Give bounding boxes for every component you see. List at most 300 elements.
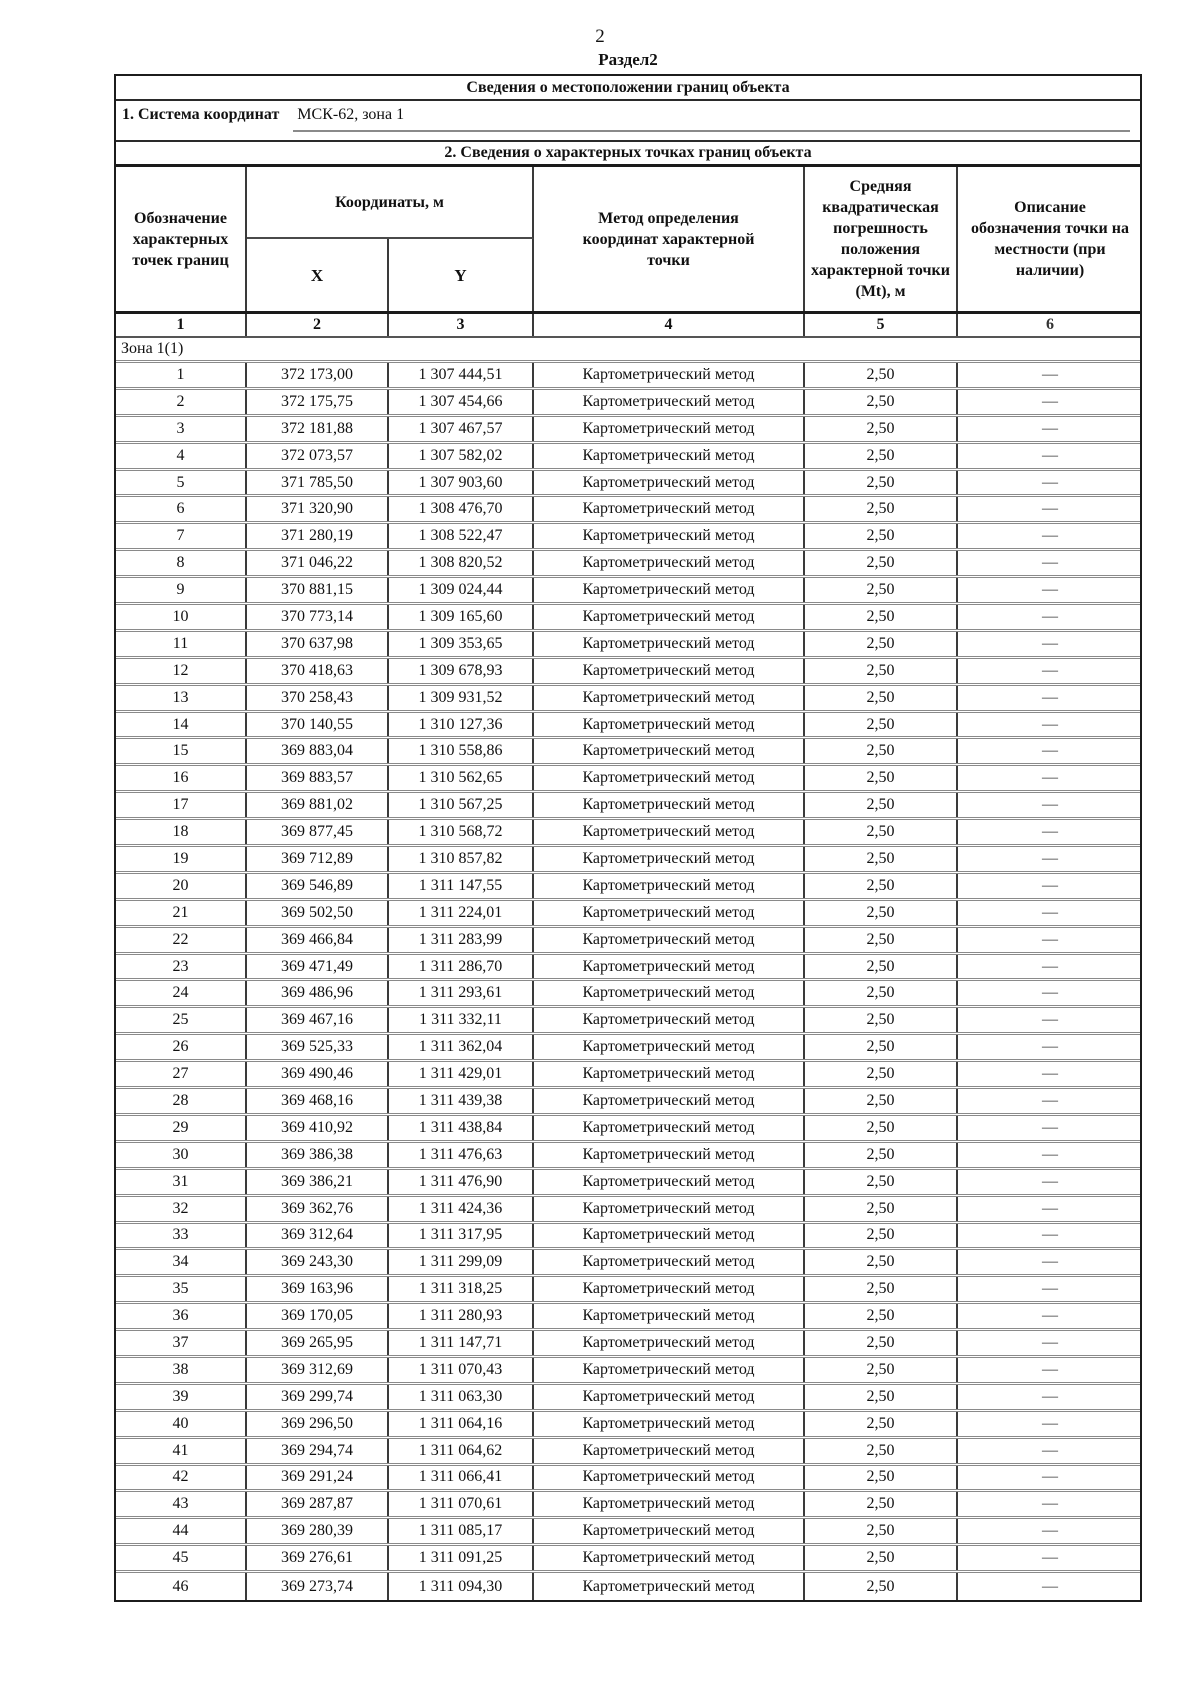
- cell-description: —: [1042, 957, 1058, 975]
- cell-point-number: 9: [116, 578, 247, 602]
- table-row: [116, 1116, 1140, 1143]
- cell-description: —: [1042, 769, 1058, 787]
- cell-mt-error: 2,50: [805, 793, 958, 817]
- cell-point-number: 5: [116, 471, 247, 495]
- cell-description: —: [1042, 903, 1058, 921]
- cell-y-coordinate: 1 307 467,57: [389, 417, 534, 441]
- table-row: [116, 955, 1140, 982]
- cell-description: —: [1042, 849, 1058, 867]
- cell-mt-error: 2,50: [805, 1116, 958, 1140]
- cell-method: Картометрический метод: [534, 739, 805, 763]
- cell-description: —: [1042, 500, 1058, 518]
- cell-method: Картометрический метод: [534, 417, 805, 441]
- cell-x-coordinate: 371 280,19: [247, 524, 389, 548]
- cell-y-coordinate: 1 311 476,63: [389, 1143, 534, 1167]
- table-row: [116, 1385, 1140, 1412]
- cell-point-number: 11: [116, 632, 247, 656]
- cell-description: —: [1042, 1038, 1058, 1056]
- cell-method: Картометрический метод: [534, 1035, 805, 1059]
- cell-mt-error: 2,50: [805, 1385, 958, 1409]
- cell-description: —: [1042, 446, 1058, 464]
- cell-x-coordinate: 370 140,55: [247, 713, 389, 737]
- cell-point-number: 24: [116, 981, 247, 1005]
- cell-y-coordinate: 1 311 293,61: [389, 981, 534, 1005]
- cell-y-coordinate: 1 310 857,82: [389, 847, 534, 871]
- table-row: [116, 659, 1140, 686]
- cell-y-coordinate: 1 309 678,93: [389, 659, 534, 683]
- cell-x-coordinate: 370 637,98: [247, 632, 389, 656]
- cell-x-coordinate: 369 170,05: [247, 1304, 389, 1328]
- cell-y-coordinate: 1 310 562,65: [389, 766, 534, 790]
- cell-y-coordinate: 1 311 147,55: [389, 874, 534, 898]
- cell-y-coordinate: 1 311 064,16: [389, 1412, 534, 1436]
- cell-description: —: [1042, 1360, 1058, 1378]
- cell-point-number: 46: [116, 1573, 247, 1600]
- table-row: [116, 1035, 1140, 1062]
- cell-description: —: [1042, 1549, 1058, 1567]
- cell-mt-error: 2,50: [805, 847, 958, 871]
- cell-mt-error: 2,50: [805, 981, 958, 1005]
- coordinate-system-underline: [293, 101, 1130, 132]
- cell-y-coordinate: 1 311 064,62: [389, 1439, 534, 1463]
- table-row: [116, 928, 1140, 955]
- cell-description: —: [1042, 1414, 1058, 1432]
- cell-y-coordinate: 1 311 299,09: [389, 1250, 534, 1274]
- cell-method: Картометрический метод: [534, 1412, 805, 1436]
- cell-method: Картометрический метод: [534, 444, 805, 468]
- cell-y-coordinate: 1 311 424,36: [389, 1197, 534, 1221]
- cell-x-coordinate: 369 265,95: [247, 1331, 389, 1355]
- cell-y-coordinate: 1 311 070,61: [389, 1492, 534, 1516]
- cell-y-coordinate: 1 311 280,93: [389, 1304, 534, 1328]
- cell-y-coordinate: 1 311 066,41: [389, 1466, 534, 1490]
- cell-method: Картометрический метод: [534, 659, 805, 683]
- cell-mt-error: 2,50: [805, 686, 958, 710]
- cell-method: Картометрический метод: [534, 686, 805, 710]
- cell-mt-error: 2,50: [805, 713, 958, 737]
- zone-row: [116, 338, 1140, 363]
- cell-mt-error: 2,50: [805, 417, 958, 441]
- cell-y-coordinate: 1 311 362,04: [389, 1035, 534, 1059]
- table-row: [116, 551, 1140, 578]
- cell-mt-error: 2,50: [805, 874, 958, 898]
- cell-point-number: 17: [116, 793, 247, 817]
- column-number-1: 1: [116, 314, 247, 336]
- cell-description: —: [1042, 473, 1058, 491]
- cell-x-coordinate: 369 294,74: [247, 1439, 389, 1463]
- header-mt: Средняя квадратическая погрешность положения характерной точки (Mt), м: [805, 167, 958, 311]
- cell-point-number: 22: [116, 928, 247, 952]
- column-number-4: 4: [534, 314, 805, 336]
- cell-y-coordinate: 1 308 476,70: [389, 497, 534, 521]
- cell-y-coordinate: 1 311 429,01: [389, 1062, 534, 1086]
- cell-y-coordinate: 1 311 286,70: [389, 955, 534, 979]
- cell-x-coordinate: 369 163,96: [247, 1277, 389, 1301]
- cell-description: —: [1042, 1307, 1058, 1325]
- table-row: [116, 1008, 1140, 1035]
- cell-point-number: 42: [116, 1466, 247, 1490]
- table-row: [116, 820, 1140, 847]
- cell-mt-error: 2,50: [805, 1062, 958, 1086]
- cell-y-coordinate: 1 311 094,30: [389, 1573, 534, 1600]
- cell-mt-error: 2,50: [805, 1546, 958, 1570]
- cell-x-coordinate: 369 712,89: [247, 847, 389, 871]
- cell-point-number: 25: [116, 1008, 247, 1032]
- header-y: Y: [389, 239, 534, 311]
- table-row: [116, 1170, 1140, 1197]
- cell-description: —: [1042, 1118, 1058, 1136]
- cell-x-coordinate: 369 546,89: [247, 874, 389, 898]
- table-row: [116, 981, 1140, 1008]
- cell-method: Картометрический метод: [534, 632, 805, 656]
- table-row: [116, 632, 1140, 659]
- cell-method: Картометрический метод: [534, 847, 805, 871]
- cell-y-coordinate: 1 311 476,90: [389, 1170, 534, 1194]
- cell-description: —: [1042, 1577, 1058, 1595]
- cell-method: Картометрический метод: [534, 1439, 805, 1463]
- cell-description: —: [1042, 715, 1058, 733]
- table-row: [116, 1250, 1140, 1277]
- cell-description: —: [1042, 1387, 1058, 1405]
- cell-point-number: 21: [116, 901, 247, 925]
- table-row: [116, 1089, 1140, 1116]
- table-row: [116, 363, 1140, 390]
- cell-point-number: 35: [116, 1277, 247, 1301]
- cell-point-number: 6: [116, 497, 247, 521]
- cell-x-coordinate: 369 276,61: [247, 1546, 389, 1570]
- table-row: [116, 524, 1140, 551]
- table-row: [116, 1466, 1140, 1493]
- column-numbers-row: [116, 314, 1140, 338]
- boundary-points-table: [114, 74, 1142, 1602]
- cell-x-coordinate: 369 525,33: [247, 1035, 389, 1059]
- cell-mt-error: 2,50: [805, 766, 958, 790]
- cell-y-coordinate: 1 311 283,99: [389, 928, 534, 952]
- cell-x-coordinate: 369 362,76: [247, 1197, 389, 1221]
- table-row: [116, 605, 1140, 632]
- cell-mt-error: 2,50: [805, 1008, 958, 1032]
- table-row: [116, 444, 1140, 471]
- cell-mt-error: 2,50: [805, 659, 958, 683]
- cell-y-coordinate: 1 311 224,01: [389, 901, 534, 925]
- cell-mt-error: 2,50: [805, 1439, 958, 1463]
- cell-point-number: 20: [116, 874, 247, 898]
- cell-mt-error: 2,50: [805, 605, 958, 629]
- cell-x-coordinate: 370 418,63: [247, 659, 389, 683]
- cell-y-coordinate: 1 310 568,72: [389, 820, 534, 844]
- cell-point-number: 16: [116, 766, 247, 790]
- cell-mt-error: 2,50: [805, 1358, 958, 1382]
- column-number-5: 5: [805, 314, 958, 336]
- table-row: [116, 471, 1140, 498]
- cell-x-coordinate: 369 287,87: [247, 1492, 389, 1516]
- cell-description: —: [1042, 876, 1058, 894]
- table-row: [116, 874, 1140, 901]
- table-row: [116, 901, 1140, 928]
- cell-y-coordinate: 1 311 438,84: [389, 1116, 534, 1140]
- cell-mt-error: 2,50: [805, 1412, 958, 1436]
- cell-x-coordinate: 369 471,49: [247, 955, 389, 979]
- cell-y-coordinate: 1 310 127,36: [389, 713, 534, 737]
- cell-x-coordinate: 369 386,38: [247, 1143, 389, 1167]
- table-row: [116, 1197, 1140, 1224]
- table-row: [116, 1062, 1140, 1089]
- cell-mt-error: 2,50: [805, 1492, 958, 1516]
- cell-mt-error: 2,50: [805, 1331, 958, 1355]
- cell-y-coordinate: 1 310 558,86: [389, 739, 534, 763]
- cell-x-coordinate: 369 502,50: [247, 901, 389, 925]
- table-row: [116, 1439, 1140, 1466]
- cell-mt-error: 2,50: [805, 444, 958, 468]
- table-header: [116, 167, 1140, 314]
- cell-method: Картометрический метод: [534, 1197, 805, 1221]
- table-subtitle: 2. Сведения о характерных точках границ объекта: [116, 142, 1140, 167]
- table-row: [116, 578, 1140, 605]
- cell-y-coordinate: 1 309 353,65: [389, 632, 534, 656]
- cell-x-coordinate: 369 883,04: [247, 739, 389, 763]
- cell-method: Картометрический метод: [534, 1573, 805, 1600]
- cell-point-number: 32: [116, 1197, 247, 1221]
- cell-description: —: [1042, 1441, 1058, 1459]
- cell-x-coordinate: 369 291,24: [247, 1466, 389, 1490]
- cell-description: —: [1042, 1280, 1058, 1298]
- cell-point-number: 41: [116, 1439, 247, 1463]
- cell-description: —: [1042, 1334, 1058, 1351]
- header-x: X: [247, 239, 389, 311]
- cell-mt-error: 2,50: [805, 1089, 958, 1113]
- cell-point-number: 1: [116, 363, 247, 387]
- column-number-2: 2: [247, 314, 389, 336]
- table-row: [116, 1546, 1140, 1573]
- cell-x-coordinate: 369 280,39: [247, 1519, 389, 1543]
- cell-method: Картометрический метод: [534, 1331, 805, 1355]
- cell-point-number: 26: [116, 1035, 247, 1059]
- cell-x-coordinate: 369 490,46: [247, 1062, 389, 1086]
- table-row: [116, 1358, 1140, 1385]
- cell-point-number: 37: [116, 1331, 247, 1355]
- cell-description: —: [1042, 392, 1058, 410]
- cell-description: —: [1042, 823, 1058, 841]
- cell-description: —: [1042, 527, 1058, 545]
- cell-method: Картометрический метод: [534, 1089, 805, 1113]
- cell-x-coordinate: 369 486,96: [247, 981, 389, 1005]
- cell-mt-error: 2,50: [805, 551, 958, 575]
- cell-point-number: 23: [116, 955, 247, 979]
- cell-x-coordinate: 369 299,74: [247, 1385, 389, 1409]
- table-row: [116, 1143, 1140, 1170]
- cell-x-coordinate: 369 466,84: [247, 928, 389, 952]
- cell-description: —: [1042, 984, 1058, 1002]
- cell-x-coordinate: 369 296,50: [247, 1412, 389, 1436]
- table-row: [116, 713, 1140, 740]
- cell-mt-error: 2,50: [805, 524, 958, 548]
- coordinate-system-value: МСК-62, зона 1: [297, 106, 405, 123]
- cell-mt-error: 2,50: [805, 820, 958, 844]
- column-number-6: 6: [1046, 316, 1054, 333]
- cell-method: Картометрический метод: [534, 1519, 805, 1543]
- cell-method: Картометрический метод: [534, 471, 805, 495]
- cell-mt-error: 2,50: [805, 1224, 958, 1248]
- table-row: [116, 793, 1140, 820]
- cell-description: —: [1042, 634, 1058, 652]
- cell-point-number: 7: [116, 524, 247, 548]
- table-row: [116, 1519, 1140, 1546]
- cell-method: Картометрический метод: [534, 981, 805, 1005]
- table-row: [116, 1224, 1140, 1251]
- table-row: [116, 497, 1140, 524]
- cell-y-coordinate: 1 307 454,66: [389, 390, 534, 414]
- cell-description: —: [1042, 930, 1058, 948]
- table-row: [116, 1412, 1140, 1439]
- cell-method: Картометрический метод: [534, 713, 805, 737]
- cell-description: —: [1042, 1091, 1058, 1109]
- cell-description: —: [1042, 661, 1058, 679]
- cell-point-number: 34: [116, 1250, 247, 1274]
- cell-point-number: 10: [116, 605, 247, 629]
- cell-description: —: [1042, 554, 1058, 572]
- cell-method: Картометрический метод: [534, 1116, 805, 1140]
- cell-description: —: [1042, 1065, 1058, 1083]
- column-number-3: 3: [389, 314, 534, 336]
- cell-point-number: 40: [116, 1412, 247, 1436]
- cell-y-coordinate: 1 309 931,52: [389, 686, 534, 710]
- cell-x-coordinate: 369 273,74: [247, 1573, 389, 1600]
- cell-y-coordinate: 1 307 444,51: [389, 363, 534, 387]
- table-row: [116, 1277, 1140, 1304]
- cell-mt-error: 2,50: [805, 1035, 958, 1059]
- table-row: [116, 847, 1140, 874]
- cell-point-number: 44: [116, 1519, 247, 1543]
- cell-method: Картометрический метод: [534, 1143, 805, 1167]
- cell-x-coordinate: 370 258,43: [247, 686, 389, 710]
- cell-x-coordinate: 369 467,16: [247, 1008, 389, 1032]
- cell-y-coordinate: 1 311 332,11: [389, 1008, 534, 1032]
- cell-point-number: 29: [116, 1116, 247, 1140]
- zone-label: Зона 1(1): [121, 340, 184, 357]
- table-row: [116, 390, 1140, 417]
- cell-point-number: 3: [116, 417, 247, 441]
- cell-x-coordinate: 369 468,16: [247, 1089, 389, 1113]
- cell-point-number: 2: [116, 390, 247, 414]
- table-row: [116, 1573, 1140, 1600]
- cell-x-coordinate: 370 881,15: [247, 578, 389, 602]
- cell-y-coordinate: 1 307 903,60: [389, 471, 534, 495]
- cell-point-number: 4: [116, 444, 247, 468]
- cell-point-number: 28: [116, 1089, 247, 1113]
- header-description: Описание обозначения точки на местности (при наличии): [971, 199, 1129, 279]
- header-point-designation: Обозначение характерных точек границ: [116, 167, 247, 311]
- cell-description: —: [1042, 1522, 1058, 1540]
- cell-method: Картометрический метод: [534, 1466, 805, 1490]
- cell-mt-error: 2,50: [805, 928, 958, 952]
- cell-point-number: 36: [116, 1304, 247, 1328]
- table-row: [116, 739, 1140, 766]
- cell-method: Картометрический метод: [534, 1304, 805, 1328]
- cell-y-coordinate: 1 311 091,25: [389, 1546, 534, 1570]
- cell-description: —: [1042, 1495, 1058, 1513]
- cell-point-number: 19: [116, 847, 247, 871]
- coordinate-system-row: [116, 101, 1140, 142]
- coordinate-system-label: 1. Система координат: [122, 106, 280, 123]
- cell-mt-error: 2,50: [805, 1170, 958, 1194]
- cell-x-coordinate: 372 073,57: [247, 444, 389, 468]
- cell-x-coordinate: 369 386,21: [247, 1170, 389, 1194]
- cell-description: —: [1042, 1226, 1058, 1244]
- cell-x-coordinate: 371 320,90: [247, 497, 389, 521]
- cell-method: Картометрический метод: [534, 524, 805, 548]
- cell-method: Картометрический метод: [534, 390, 805, 414]
- cell-x-coordinate: 369 877,45: [247, 820, 389, 844]
- cell-method: Картометрический метод: [534, 1546, 805, 1570]
- cell-method: Картометрический метод: [534, 1062, 805, 1086]
- cell-point-number: 14: [116, 713, 247, 737]
- cell-description: —: [1042, 1172, 1058, 1190]
- cell-y-coordinate: 1 311 317,95: [389, 1224, 534, 1248]
- cell-method: Картометрический метод: [534, 497, 805, 521]
- cell-method: Картометрический метод: [534, 551, 805, 575]
- table-row: [116, 686, 1140, 713]
- cell-mt-error: 2,50: [805, 471, 958, 495]
- cell-method: Картометрический метод: [534, 820, 805, 844]
- table-row: [116, 1331, 1140, 1358]
- cell-description: —: [1042, 1011, 1058, 1029]
- cell-mt-error: 2,50: [805, 1573, 958, 1600]
- cell-x-coordinate: 372 173,00: [247, 363, 389, 387]
- cell-y-coordinate: 1 307 582,02: [389, 444, 534, 468]
- cell-mt-error: 2,50: [805, 955, 958, 979]
- cell-y-coordinate: 1 311 070,43: [389, 1358, 534, 1382]
- header-method: Метод определения координат характерной точки: [534, 167, 805, 311]
- cell-y-coordinate: 1 311 439,38: [389, 1089, 534, 1113]
- cell-point-number: 38: [116, 1358, 247, 1382]
- cell-x-coordinate: 369 312,64: [247, 1224, 389, 1248]
- cell-mt-error: 2,50: [805, 1143, 958, 1167]
- table-title: Сведения о местоположении границ объекта: [116, 76, 1140, 101]
- cell-point-number: 45: [116, 1546, 247, 1570]
- cell-mt-error: 2,50: [805, 578, 958, 602]
- cell-method: Картометрический метод: [534, 1250, 805, 1274]
- cell-point-number: 33: [116, 1224, 247, 1248]
- cell-description: —: [1042, 581, 1058, 599]
- cell-y-coordinate: 1 311 318,25: [389, 1277, 534, 1301]
- cell-mt-error: 2,50: [805, 1277, 958, 1301]
- cell-mt-error: 2,50: [805, 1250, 958, 1274]
- cell-method: Картометрический метод: [534, 363, 805, 387]
- cell-y-coordinate: 1 311 147,71: [389, 1331, 534, 1355]
- cell-x-coordinate: 369 883,57: [247, 766, 389, 790]
- table-row: [116, 1304, 1140, 1331]
- cell-x-coordinate: 372 175,75: [247, 390, 389, 414]
- cell-method: Картометрический метод: [534, 1492, 805, 1516]
- cell-point-number: 18: [116, 820, 247, 844]
- cell-y-coordinate: 1 309 165,60: [389, 605, 534, 629]
- cell-mt-error: 2,50: [805, 901, 958, 925]
- cell-method: Картометрический метод: [534, 605, 805, 629]
- cell-description: —: [1042, 1468, 1058, 1486]
- cell-method: Картометрический метод: [534, 901, 805, 925]
- cell-y-coordinate: 1 309 024,44: [389, 578, 534, 602]
- cell-point-number: 39: [116, 1385, 247, 1409]
- cell-method: Картометрический метод: [534, 578, 805, 602]
- cell-mt-error: 2,50: [805, 1519, 958, 1543]
- cell-point-number: 8: [116, 551, 247, 575]
- cell-method: Картометрический метод: [534, 1224, 805, 1248]
- cell-y-coordinate: 1 308 820,52: [389, 551, 534, 575]
- cell-mt-error: 2,50: [805, 363, 958, 387]
- cell-point-number: 13: [116, 686, 247, 710]
- cell-x-coordinate: 370 773,14: [247, 605, 389, 629]
- cell-x-coordinate: 369 312,69: [247, 1358, 389, 1382]
